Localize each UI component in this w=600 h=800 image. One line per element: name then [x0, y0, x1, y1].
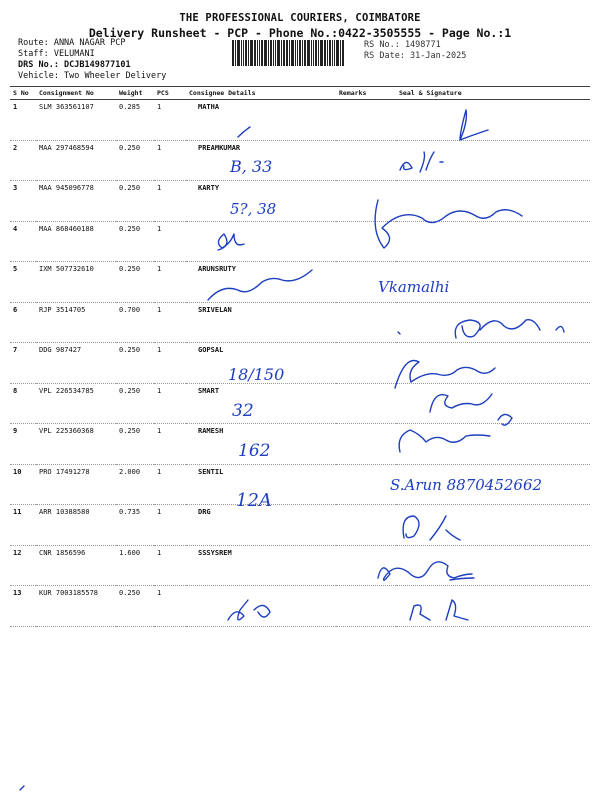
table-header-row: [10, 87, 590, 100]
rs-date: RS Date: 31-Jan-2025: [364, 51, 467, 61]
cell-sno: 13: [10, 586, 36, 627]
cell-pcs: 1: [154, 424, 186, 465]
cell-signature: [396, 343, 590, 384]
table-row: [10, 181, 590, 222]
cell-weight: 0.250: [116, 586, 154, 627]
cell-weight: 0.250: [116, 140, 154, 181]
cell-weight: 0.250: [116, 424, 154, 465]
cell-consignment: SLM 363561107: [36, 100, 116, 141]
cell-remarks: [336, 221, 396, 262]
col-signature: Seal & Signature: [396, 87, 590, 100]
runsheet-meta-left: [18, 38, 166, 82]
cell-pcs: 1: [154, 383, 186, 424]
cell-signature: [396, 100, 590, 141]
table-row: [10, 100, 590, 141]
cell-remarks: [336, 181, 396, 222]
runsheet-meta-right: [364, 40, 466, 62]
table-row: [10, 505, 590, 546]
route-label: Route: ANNA NAGAR PCP: [18, 38, 126, 48]
rs-number: RS No.: 1498771: [364, 40, 441, 50]
staff-label: Staff: VELUMANI: [18, 49, 95, 59]
col-pcs: PCS: [154, 87, 186, 100]
cell-remarks: [336, 140, 396, 181]
table-row: [10, 545, 590, 586]
cell-consignee: SENTIL: [186, 464, 336, 505]
cell-consignment: MAA 297468594: [36, 140, 116, 181]
cell-pcs: 1: [154, 505, 186, 546]
cell-pcs: 1: [154, 181, 186, 222]
cell-sno: 3: [10, 181, 36, 222]
cell-weight: 2.000: [116, 464, 154, 505]
note-row3: 5?, 38: [230, 200, 277, 218]
cell-sno: 8: [10, 383, 36, 424]
table-row: [10, 424, 590, 465]
cell-consignment: ARR 10388580: [36, 505, 116, 546]
cell-remarks: [336, 464, 396, 505]
cell-weight: 0.250: [116, 221, 154, 262]
col-consignment: Consignment No: [36, 87, 116, 100]
cell-sno: 11: [10, 505, 36, 546]
cell-weight: 0.285: [116, 100, 154, 141]
cell-consignment: VPL 226534785: [36, 383, 116, 424]
note-row8: 32: [232, 401, 254, 421]
cell-pcs: 1: [154, 221, 186, 262]
cell-remarks: [336, 505, 396, 546]
vehicle-label: Vehicle: Two Wheeler Delivery: [18, 71, 167, 81]
delivery-table: [10, 86, 590, 627]
cell-remarks: [336, 586, 396, 627]
cell-sno: 9: [10, 424, 36, 465]
cell-consignee: RAMESH: [186, 424, 336, 465]
cell-remarks: [336, 100, 396, 141]
cell-consignee: MATHA: [186, 100, 336, 141]
cell-signature: [396, 383, 590, 424]
cell-signature: [396, 424, 590, 465]
cell-remarks: [336, 545, 396, 586]
cell-signature: [396, 302, 590, 343]
col-sno: S No: [10, 87, 36, 100]
cell-remarks: [336, 302, 396, 343]
cell-signature: [396, 221, 590, 262]
col-weight: Weight: [116, 87, 154, 100]
cell-remarks: [336, 424, 396, 465]
cell-signature: [396, 140, 590, 181]
note-row2: B, 33: [230, 157, 273, 176]
drs-number: DRS No.: DCJB149877101: [18, 60, 131, 70]
cell-sno: 10: [10, 464, 36, 505]
cell-consignee: SMART: [186, 383, 336, 424]
note-row10: 12A: [236, 490, 272, 511]
cell-pcs: 1: [154, 545, 186, 586]
cell-weight: 1.600: [116, 545, 154, 586]
cell-sno: 12: [10, 545, 36, 586]
cell-remarks: [336, 383, 396, 424]
cell-pcs: 1: [154, 100, 186, 141]
cell-consignment: PRO 17491278: [36, 464, 116, 505]
cell-consignment: DDG 987427: [36, 343, 116, 384]
signature-row5: Vkamalhi: [378, 278, 450, 296]
cell-consignee: [186, 221, 336, 262]
cell-sno: 7: [10, 343, 36, 384]
cell-consignee: ARUNSRUTY: [186, 262, 336, 303]
cell-remarks: [336, 262, 396, 303]
stray-mark: [20, 786, 24, 790]
cell-consignee: PREAMKUMAR: [186, 140, 336, 181]
table-row: [10, 302, 590, 343]
document-subtitle: Delivery Runsheet - PCP - Phone No.:0422-3505555 - Page No.:1: [88, 26, 512, 40]
cell-consignment: RJP 3514705: [36, 302, 116, 343]
cell-consignee: [186, 586, 336, 627]
cell-signature: [396, 586, 590, 627]
document-title: THE PROFESSIONAL COURIERS, COIMBATORE: [179, 12, 421, 24]
cell-consignee: GOPSAL: [186, 343, 336, 384]
signature-row10: S.Arun 8870452662: [390, 476, 543, 494]
cell-remarks: [336, 343, 396, 384]
cell-signature: [396, 181, 590, 222]
cell-sno: 2: [10, 140, 36, 181]
note-row7: 18/150: [228, 365, 285, 384]
table-row: [10, 464, 590, 505]
cell-weight: 0.250: [116, 383, 154, 424]
cell-weight: 0.700: [116, 302, 154, 343]
cell-signature: [396, 545, 590, 586]
cell-signature: [396, 505, 590, 546]
table-row: [10, 586, 590, 627]
cell-consignment: CNR 1856596: [36, 545, 116, 586]
table-row: [10, 343, 590, 384]
cell-consignee: KARTY: [186, 181, 336, 222]
cell-consignee: SRIVELAN: [186, 302, 336, 343]
barcode-image: [232, 40, 356, 66]
cell-sno: 5: [10, 262, 36, 303]
col-remarks: Remarks: [336, 87, 396, 100]
cell-consignment: MAA 868460188: [36, 221, 116, 262]
cell-weight: 0.250: [116, 343, 154, 384]
col-consignee: Consignee Details: [186, 87, 336, 100]
cell-consignment: VPL 225360368: [36, 424, 116, 465]
cell-weight: 0.250: [116, 181, 154, 222]
cell-pcs: 1: [154, 140, 186, 181]
cell-consignee: SSSYSREM: [186, 545, 336, 586]
cell-weight: 0.735: [116, 505, 154, 546]
cell-consignment: KUR 7003185578: [36, 586, 116, 627]
cell-sno: 4: [10, 221, 36, 262]
cell-sno: 1: [10, 100, 36, 141]
table-row: [10, 221, 590, 262]
table-row: [10, 262, 590, 303]
table-row: [10, 140, 590, 181]
cell-consignment: IXM 507732610: [36, 262, 116, 303]
cell-signature: [396, 464, 590, 505]
cell-pcs: 1: [154, 262, 186, 303]
cell-consignee: DRG: [186, 505, 336, 546]
cell-consignment: MAA 945096778: [36, 181, 116, 222]
cell-sno: 6: [10, 302, 36, 343]
cell-pcs: 1: [154, 343, 186, 384]
cell-pcs: 1: [154, 464, 186, 505]
table-row: [10, 383, 590, 424]
cell-pcs: 1: [154, 586, 186, 627]
note-row9: 162: [238, 441, 271, 461]
cell-pcs: 1: [154, 302, 186, 343]
cell-signature: [396, 262, 590, 303]
cell-weight: 0.250: [116, 262, 154, 303]
